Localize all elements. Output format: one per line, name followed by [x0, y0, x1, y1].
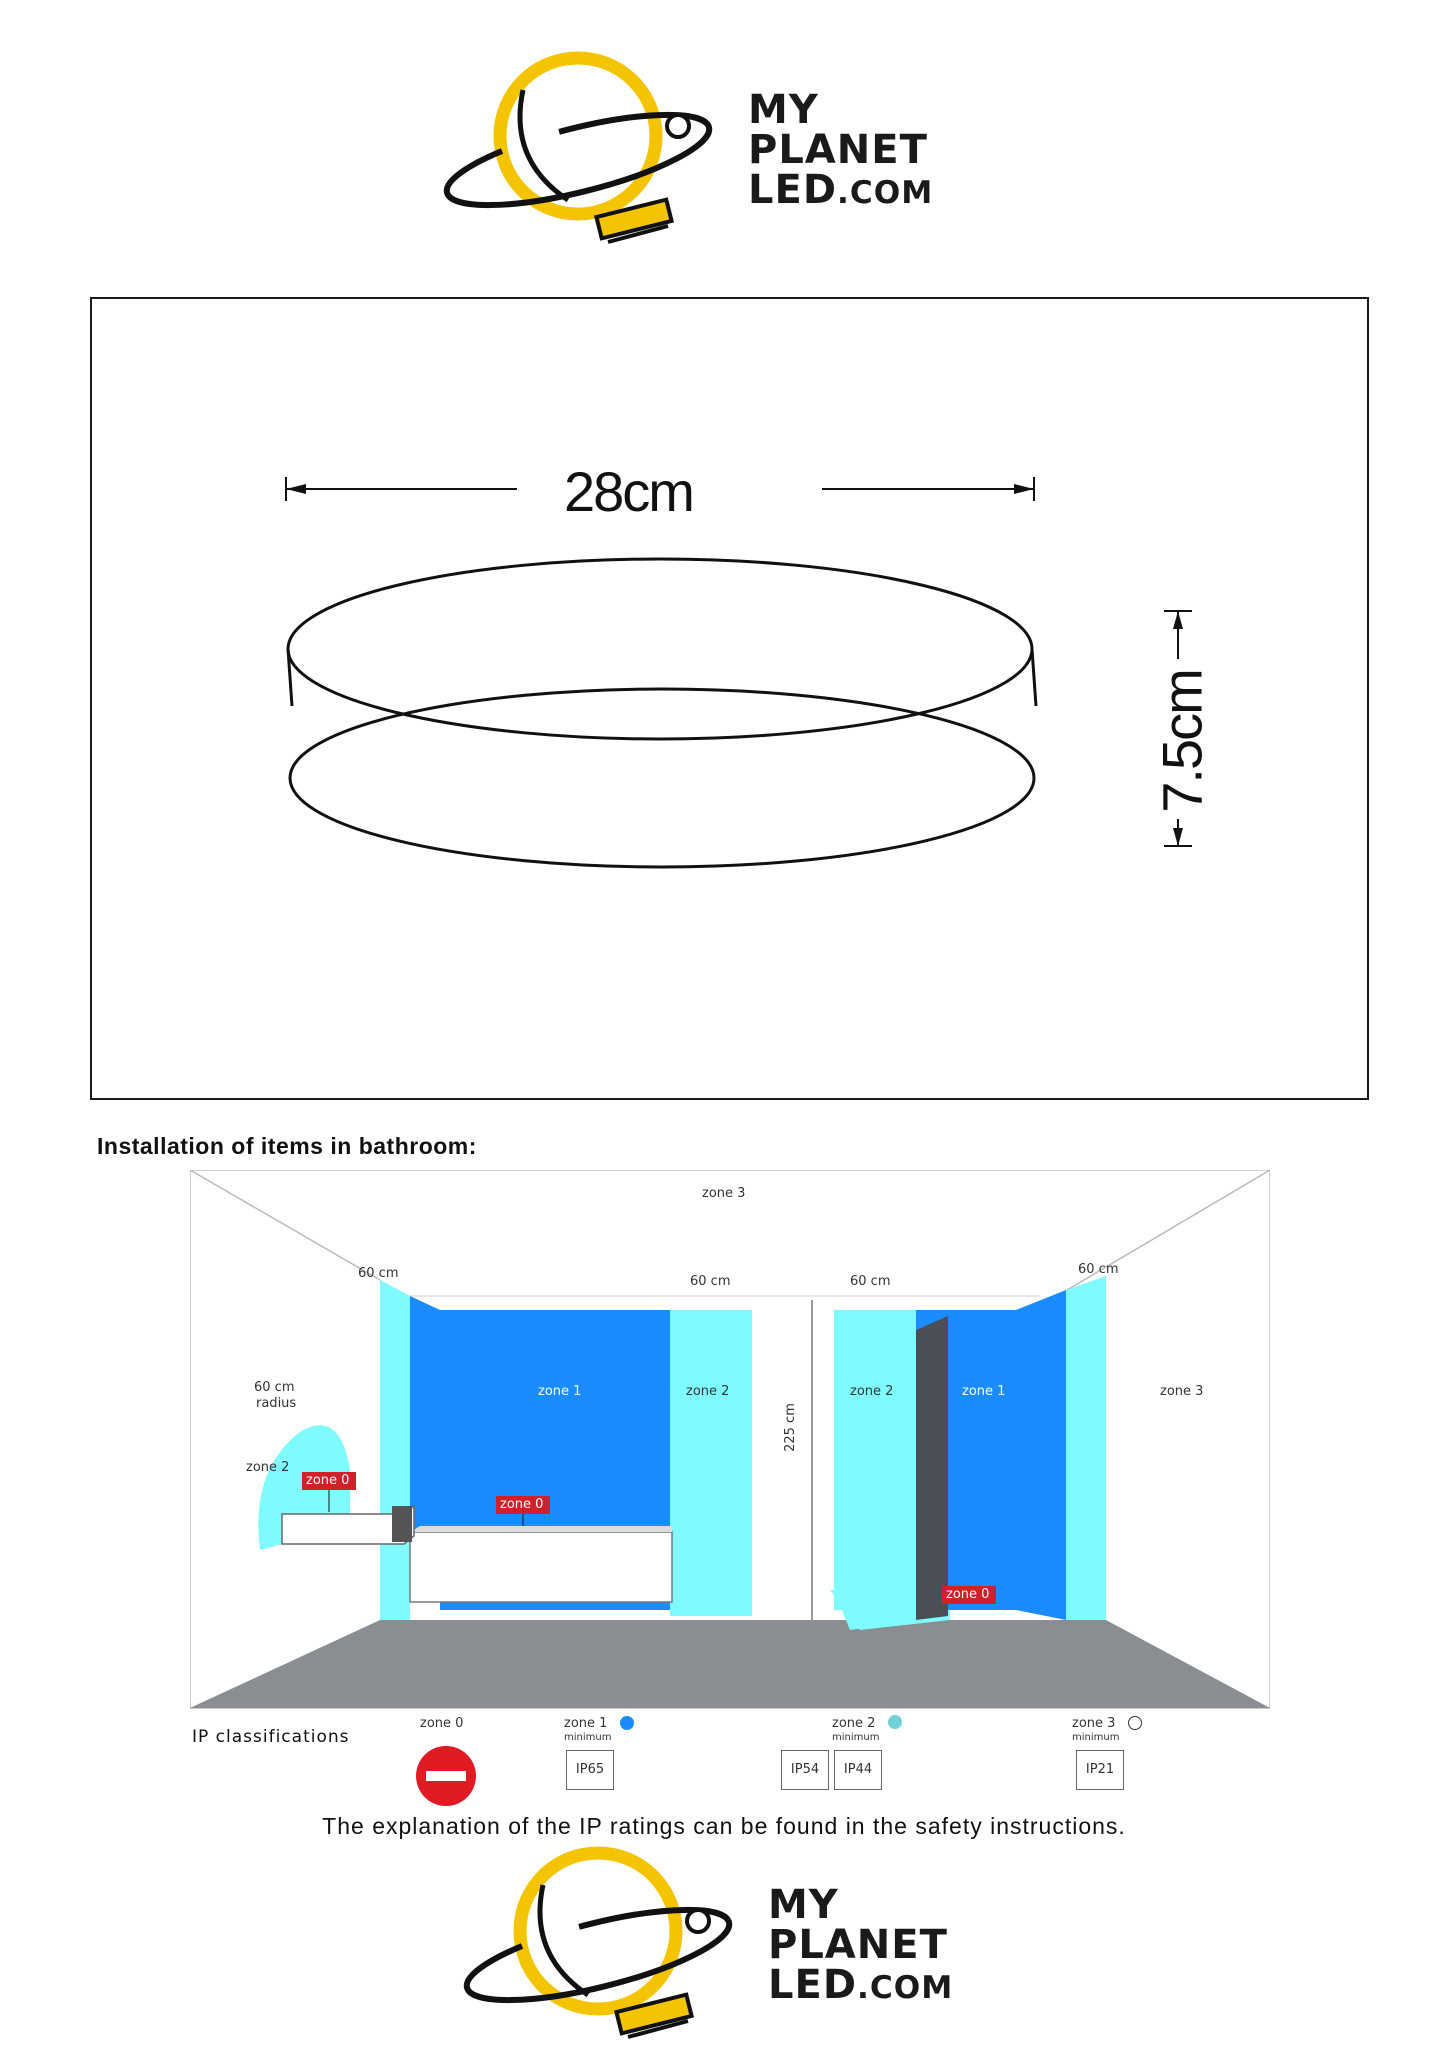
zone2-dot-icon: [888, 1715, 902, 1729]
zone1-right-label: zone 1: [962, 1384, 1006, 1399]
ip21-box: IP21: [1076, 1750, 1124, 1790]
logo-line-3: LED: [768, 1962, 858, 2008]
planet-bulb-icon: [438, 50, 738, 260]
ip-zone3-label: zone 3: [1072, 1716, 1116, 1731]
ip-zone1-min: minimum: [564, 1732, 612, 1743]
planet-bulb-icon: [458, 1845, 758, 2055]
zone2-label-a: zone 2: [686, 1384, 730, 1399]
sink-radius-label-1: 60 cm: [254, 1380, 295, 1395]
ip-zone1-label: zone 1: [564, 1716, 608, 1731]
no-entry-icon: [414, 1744, 478, 1808]
dim-left-label: 60 cm: [358, 1266, 399, 1281]
ip-zone0-label: zone 0: [420, 1716, 464, 1731]
zone3-dot-icon: [1128, 1716, 1142, 1730]
dim-right-label: 60 cm: [1078, 1262, 1119, 1277]
ip-zone2-label: zone 2: [832, 1716, 876, 1731]
bathroom-zones-diagram: [190, 1170, 1270, 1730]
logo-bottom: [458, 1845, 1018, 2055]
width-label: 28cm: [564, 460, 693, 523]
dim-bath-label: 60 cm: [690, 1274, 731, 1289]
dim-shower-label: 60 cm: [850, 1274, 891, 1289]
ip65-box: IP65: [566, 1750, 614, 1790]
installation-heading: Installation of items in bathroom:: [97, 1133, 477, 1159]
logo-line-1: MY: [748, 87, 819, 133]
logo-line-2: PLANET: [768, 1922, 948, 1968]
zone0-shower-label: zone 0: [946, 1587, 990, 1602]
height-label: 7.5cm: [1150, 670, 1214, 813]
zone2-label-b: zone 2: [850, 1384, 894, 1399]
zone3-top-label: zone 3: [702, 1186, 746, 1201]
dimension-drawing: [90, 297, 1369, 1100]
ip-explanation-note: The explanation of the IP ratings can be found in the safety instructions.: [322, 1813, 1126, 1839]
logo-line-2: PLANET: [748, 127, 928, 173]
zone0-sink-label: zone 0: [306, 1473, 350, 1488]
logo-line-3: LED: [748, 167, 838, 213]
logo-line-3-suffix: .COM: [837, 175, 934, 211]
height-225-label: 225 cm: [782, 1403, 798, 1452]
logo-line-3-suffix: .COM: [857, 1970, 954, 2006]
ip44-box: IP44: [834, 1750, 882, 1790]
zone2-sink-label: zone 2: [246, 1460, 290, 1475]
zone3-right-label: zone 3: [1160, 1384, 1204, 1399]
zone1-left-label: zone 1: [538, 1384, 582, 1399]
zone0-bath-label: zone 0: [500, 1497, 544, 1512]
ip-zone2-min: minimum: [832, 1732, 880, 1743]
logo-top: [438, 50, 998, 260]
ip54-box: IP54: [781, 1750, 829, 1790]
ip-classifications-title: IP classifications: [192, 1727, 350, 1747]
logo-line-1: MY: [768, 1882, 839, 1928]
zone1-dot-icon: [620, 1716, 634, 1730]
sink-radius-label-2: radius: [256, 1396, 297, 1411]
ip-zone3-min: minimum: [1072, 1732, 1120, 1743]
